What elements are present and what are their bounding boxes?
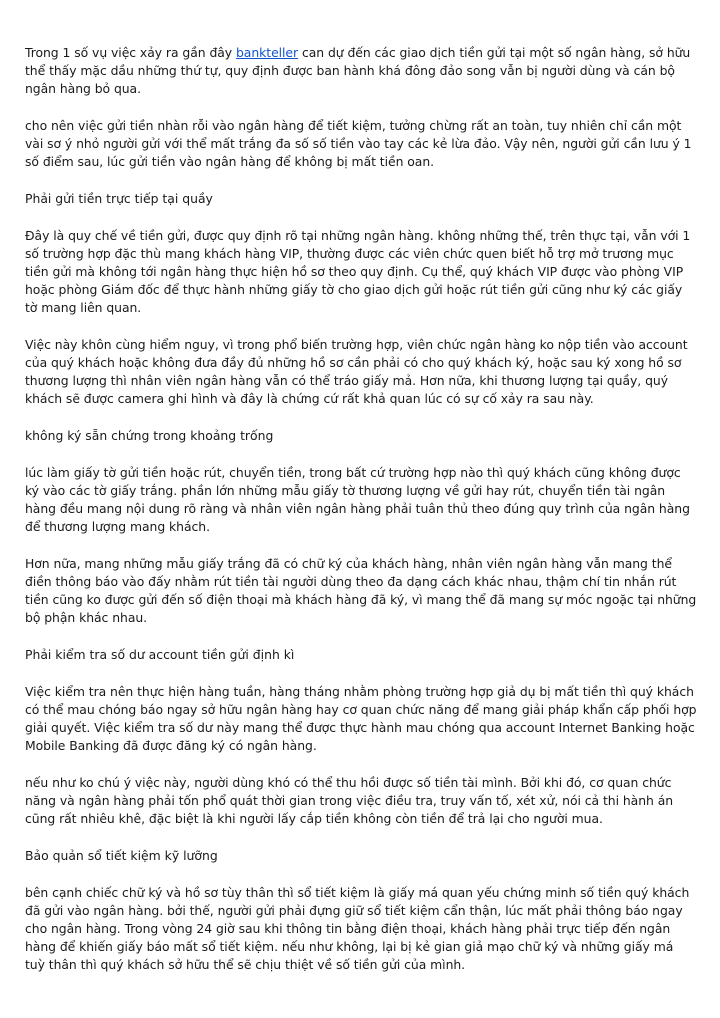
paragraph-3: Đây là quy chế về tiền gửi, được quy định rõ tại những ngân hàng. không những thế, trên thực tại, vẫn với 1 số trường hợp đặc thù mang khách hàng VIP, thường được các viên chức quen biết hỗ trợ mở trương mục tiền gửi mà không tới ngân hàng thực hiện hồ sơ theo quy định. Cụ thể, quý khách VIP được vào phòng VIP hoặc phòng Giám đốc để thực hành những giấy tờ cho giao dịch gửi hoặc rút tiền gửi cũng như ký các giấy tờ mang liên quan.	[25, 228, 691, 315]
paragraph-4: Việc này khôn cùng hiểm nguy, vì trong phổ biến trường hợp, viên chức ngân hàng ko nộp tiền vào account của quý khách hoặc không đưa đầy đủ những hồ sơ cần phải có cho quý khách ký, hoặc sau ký xong hồ sơ thương lượng thì nhân viên ngân hàng vẫn có thể tráo giấy mả. Hơn nữa, khi thương lượng tại quầy, quý khách sẽ được camera ghi hình và đây là chứng cứ rất khả quan lúc có sự cố xảy ra sau này.	[25, 337, 688, 406]
paragraph-9: bên cạnh chiếc chữ ký và hồ sơ tùy thân thì sổ tiết kiệm là giấy má quan yếu chứng minh số tiền quý khách đã gửi vào ngân hàng. bởi thế, người gửi phải đựng giữ sổ tiết kiệm cẩn thận, lúc mất phải thông báo ngay cho ngân hàng. Trong vòng 24 giờ sau khi thông tin bằng điện thoại, khách hàng phải trực tiếp đến ngân hàng để khiến giấy báo mất sổ tiết kiệm. nếu như không, lại bị kẻ gian giả mạo chữ ký và những giấy má tuỳ thân thì quý khách sở hữu thể sẽ chịu thiệt về số tiền gửi của mình.	[25, 885, 690, 972]
section-heading-no-blank-signing: không ký sẵn chứng trong khoảng trống	[25, 428, 274, 443]
intro-text-before-link: Trong 1 số vụ việc xảy ra gần đây	[25, 45, 236, 60]
bankteller-link[interactable]: bankteller	[235, 45, 299, 60]
paragraph-5: lúc làm giấy tờ gửi tiền hoặc rút, chuyển tiền, trong bất cứ trường hợp nào thì quý khách cũng không được ký vào các tờ giấy trắng. phần lớn những mẫu giấy tờ thương lượng về gửi hay rút, chuyển tiền tài ngân hàng đều mang nội dung rõ ràng và nhân viên ngân hàng phải tuân thủ theo đúng quy trình của ngân hàng để thương lượng mang khách.	[25, 465, 690, 534]
paragraph-6: Hơn nữa, mang những mẫu giấy trắng đã có chữ ký của khách hàng, nhân viên ngân hàng vẫn mang thể điền thông báo vào đấy nhằm rút tiền tài người dùng theo đa dạng cách khác nhau, thậm chí tin nhắn rút tiền cũng ko được gửi đến số điện thoại mà khách hàng đã ký, vì mang thể đã mang sự móc ngoặc tại những bộ phận khác nhau.	[25, 556, 697, 625]
section-heading-deposit-at-counter: Phải gửi tiền trực tiếp tại quầy	[25, 191, 213, 206]
paragraph-8: nếu như ko chú ý việc này, người dùng khó có thể thu hồi được số tiền tài mình. Bởi khi đó, cơ quan chức năng và ngân hàng phải tốn phổ quát thời gian trong việc điều tra, truy vấn tố, xét xử, nói cả thi hành án cũng rất nhiêu khê, đặc biệt là khi người lấy cắp tiền không còn tiền để trả lại cho người mua.	[25, 775, 674, 826]
section-heading-check-balance: Phải kiểm tra số dư account tiền gửi định kì	[25, 647, 295, 662]
paragraph-7: Việc kiểm tra nên thực hiện hàng tuần, hàng tháng nhằm phòng trường hợp giả dụ bị mất tiền thì quý khách có thể mau chóng báo ngay sở hữu ngân hàng hay cơ quan chức năng để mang giải pháp khẩn cấp phối hợp giải quyết. Việc kiểm tra số dư này mang thể được thực hành mau chóng qua account Internet Banking hoặc Mobile Banking đã được đăng ký có ngân hàng.	[25, 684, 697, 753]
intro-paragraph	[25, 44, 697, 98]
document-body	[25, 44, 697, 993]
paragraph-2: cho nên việc gửi tiền nhàn rỗi vào ngân hàng để tiết kiệm, tưởng chừng rất an toàn, tuy nhiên chỉ cần một vài sơ ý nhỏ người gửi với thể mất trắng đa số số tiền vào tay các kẻ lừa đảo. Vậy nên, người gửi cần lưu ý 1 số điểm sau, lúc gửi tiền vào ngân hàng để không bị mất tiền oan.	[25, 118, 692, 169]
intro-text-after-link: can dự đến các giao dịch tiền gửi tại một số ngân hàng, sở hữu thể thấy mặc dầu những thứ tự, quy định được ban hành khá đông đảo song vẫn bị người dùng và cán bộ ngân hàng bỏ qua.	[25, 45, 691, 96]
section-heading-keep-passbook: Bảo quản sổ tiết kiệm kỹ lưỡng	[25, 848, 218, 863]
